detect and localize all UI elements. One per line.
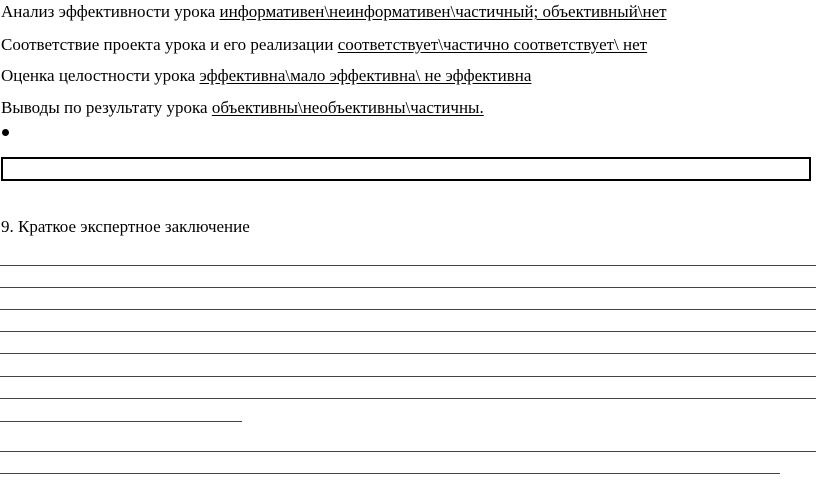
criterion-lesson-integrity (1, 66, 531, 86)
answer-line[interactable] (0, 398, 816, 399)
section-heading: 9. Краткое экспертное заключение (1, 217, 250, 236)
criterion-label: Соответствие проекта урока и его реализации (1, 35, 334, 54)
empty-table-row[interactable] (1, 157, 811, 181)
criterion-label: Анализ эффективности урока (1, 2, 216, 21)
answer-line[interactable] (0, 331, 816, 332)
criterion-label: Выводы по результату урока (1, 98, 208, 117)
criterion-label: Оценка целостности урока (1, 66, 196, 85)
answer-line[interactable] (0, 473, 780, 474)
criterion-conclusions (1, 98, 484, 118)
answer-line[interactable] (0, 265, 816, 266)
answer-line[interactable] (0, 287, 816, 288)
criterion-options[interactable]: объективны\необъективны\частичны. (211, 98, 484, 117)
criterion-lesson-effectiveness (1, 2, 667, 22)
criterion-options[interactable]: информативен\неинформативен\частичный; объективный\нет (219, 2, 667, 21)
answer-line[interactable] (0, 421, 242, 422)
criterion-options[interactable]: эффективна\мало эффективна\ не эффективна (199, 66, 532, 85)
answer-line[interactable] (0, 309, 816, 310)
criterion-project-compliance (1, 35, 647, 55)
criterion-options[interactable]: соответствует\частично соответствует\ нет (337, 35, 648, 54)
bullet-icon (2, 129, 9, 136)
answer-line[interactable] (0, 353, 816, 354)
answer-line[interactable] (0, 451, 816, 452)
answer-line[interactable] (0, 376, 816, 377)
